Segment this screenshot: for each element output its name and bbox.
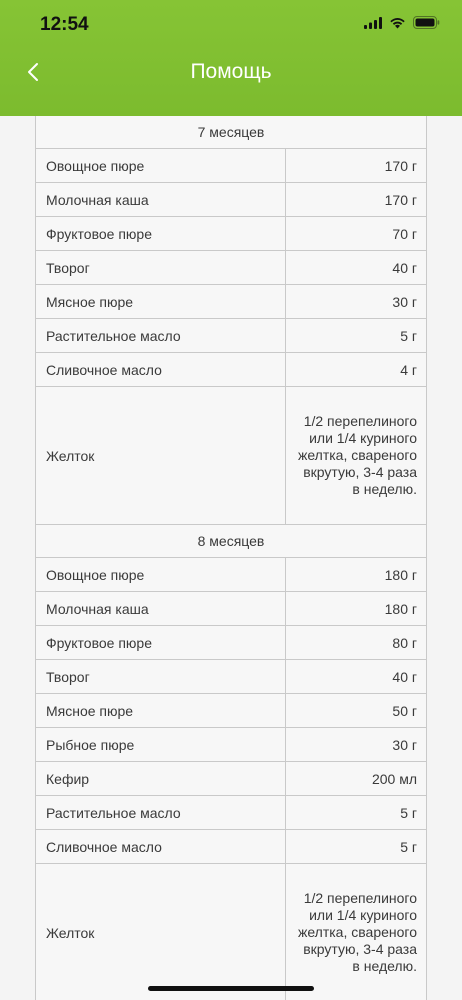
food-name: Творог	[36, 660, 286, 693]
food-amount: 180 г	[384, 566, 417, 583]
page-title: Помощь	[190, 60, 272, 83]
table-row	[36, 183, 426, 217]
food-amount: 80 г	[392, 634, 417, 651]
food-amount: 30 г	[392, 293, 417, 310]
feeding-table	[35, 116, 427, 1000]
home-indicator[interactable]	[148, 986, 314, 991]
food-amount: 5 г	[400, 838, 417, 855]
food-name: Творог	[36, 251, 286, 284]
food-amount: 170 г	[384, 191, 417, 208]
food-name: Растительное масло	[36, 796, 286, 829]
table-row	[36, 558, 426, 592]
food-amount: 4 г	[400, 361, 417, 378]
food-amount: 1/2 перепелиного или 1/4 куриного желтка, свареного вкрутую, 3-4 раза в неделю.	[297, 413, 417, 497]
table-row	[36, 830, 426, 864]
table-row	[36, 728, 426, 762]
table-row	[36, 353, 426, 387]
table-row	[36, 762, 426, 796]
food-name: Мясное пюре	[36, 285, 286, 318]
food-name: Фруктовое пюре	[36, 626, 286, 659]
app-header	[0, 0, 462, 116]
food-amount: 200 мл	[371, 770, 417, 787]
status-bar	[0, 0, 462, 50]
table-row	[36, 251, 426, 285]
food-name: Кефир	[36, 762, 286, 795]
table-row	[36, 149, 426, 183]
table-row	[36, 217, 426, 251]
wifi-icon	[389, 16, 406, 34]
food-amount: 170 г	[384, 157, 417, 174]
food-name: Овощное пюре	[36, 149, 286, 182]
food-name: Сливочное масло	[36, 353, 286, 386]
table-row	[36, 285, 426, 319]
food-name: Растительное масло	[36, 319, 286, 352]
table-row	[36, 694, 426, 728]
table-row	[36, 592, 426, 626]
food-amount: 5 г	[400, 327, 417, 344]
food-amount: 180 г	[384, 600, 417, 617]
food-name: Желток	[36, 387, 286, 524]
signal-icon	[364, 16, 382, 34]
status-time: 12:54	[40, 14, 89, 35]
food-name: Фруктовое пюре	[36, 217, 286, 250]
table-row	[36, 319, 426, 353]
table-row	[36, 626, 426, 660]
food-name: Молочная каша	[36, 183, 286, 216]
table-row	[36, 660, 426, 694]
food-name: Мясное пюре	[36, 694, 286, 727]
food-amount: 50 г	[392, 702, 417, 719]
table-row	[36, 796, 426, 830]
food-amount: 5 г	[400, 804, 417, 821]
table-row	[36, 387, 426, 525]
status-icons	[364, 16, 440, 34]
food-amount: 1/2 перепелиного или 1/4 куриного желтка, свареного вкрутую, 3-4 раза в неделю.	[297, 890, 417, 974]
table-row	[36, 864, 426, 1000]
food-name: Молочная каша	[36, 592, 286, 625]
food-name: Овощное пюре	[36, 558, 286, 591]
section-header: 7 месяцев	[36, 116, 426, 149]
food-amount: 70 г	[392, 225, 417, 242]
battery-icon	[413, 16, 440, 34]
food-amount: 40 г	[392, 668, 417, 685]
food-name: Сливочное масло	[36, 830, 286, 863]
food-amount: 30 г	[392, 736, 417, 753]
food-amount: 40 г	[392, 259, 417, 276]
food-name: Желток	[36, 864, 286, 1000]
section-header: 8 месяцев	[36, 525, 426, 558]
food-name: Рыбное пюре	[36, 728, 286, 761]
